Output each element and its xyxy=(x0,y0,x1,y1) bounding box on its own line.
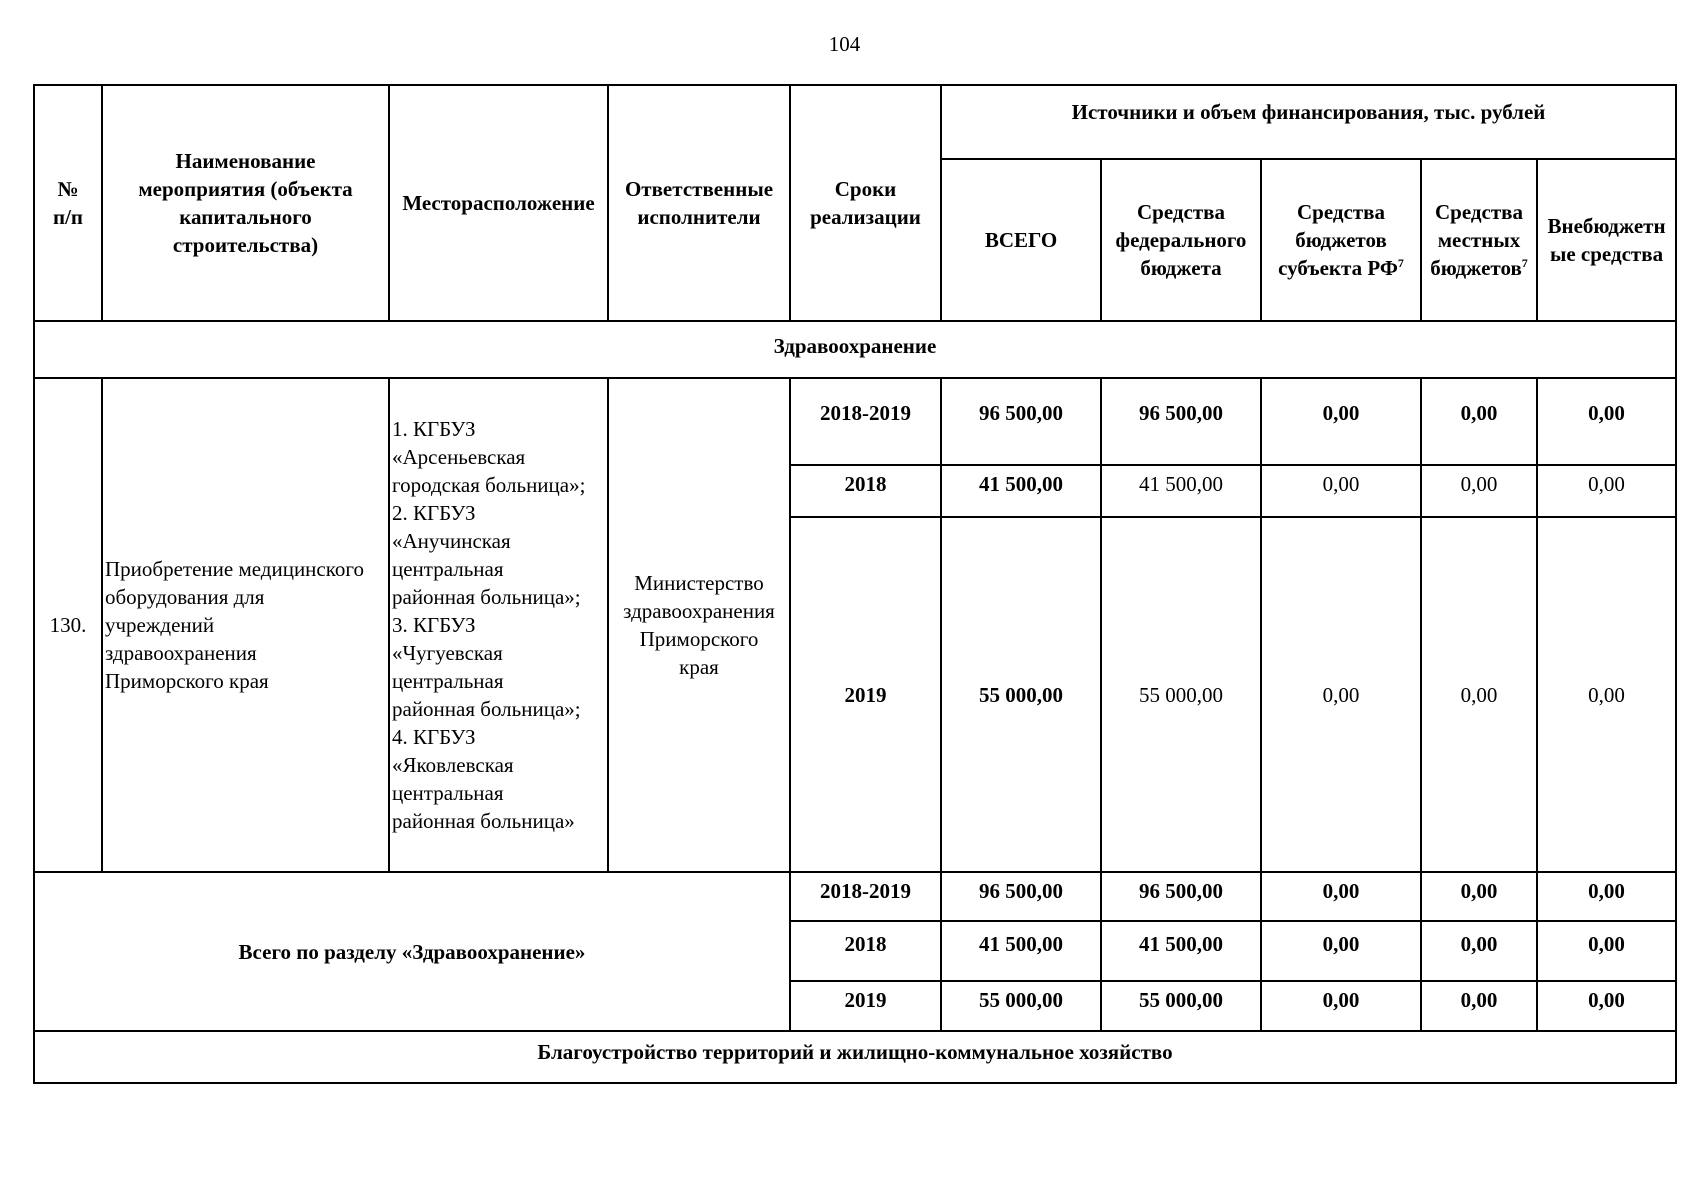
total-row xyxy=(34,872,1676,921)
extra-cell: 0,00 xyxy=(1537,981,1676,1031)
total-cell: 96 500,00 xyxy=(941,378,1101,465)
item-number: 130. xyxy=(34,378,102,872)
period-cell: 2018 xyxy=(790,921,941,981)
section-title: Благоустройство территорий и жилищно-коммунальное хозяйство xyxy=(34,1031,1676,1083)
local-cell: 0,00 xyxy=(1421,465,1537,517)
local-cell: 0,00 xyxy=(1421,378,1537,465)
header-row-1 xyxy=(34,85,1676,159)
header-responsible: Ответственные исполнители xyxy=(608,85,790,321)
local-cell: 0,00 xyxy=(1421,872,1537,921)
subject-cell: 0,00 xyxy=(1261,872,1421,921)
header-local: Средства местных бюджетов$^7$ xyxy=(1421,159,1537,321)
federal-cell: 96 500,00 xyxy=(1101,378,1261,465)
total-cell: 55 000,00 xyxy=(941,981,1101,1031)
header-terms: Сроки реализации xyxy=(790,85,941,321)
header-number: № п/п xyxy=(34,85,102,321)
item-row xyxy=(34,378,1676,465)
period-cell: 2018-2019 xyxy=(790,872,941,921)
header-name: Наименование мероприятия (объекта капитального строительства) xyxy=(102,85,389,321)
local-cell: 0,00 xyxy=(1421,517,1537,872)
section-title: Здравоохранение xyxy=(34,321,1676,378)
total-cell: 41 500,00 xyxy=(941,465,1101,517)
subject-cell: 0,00 xyxy=(1261,517,1421,872)
federal-cell: 55 000,00 xyxy=(1101,981,1261,1031)
header-subject: Средства бюджетов субъекта $РФ^7$ xyxy=(1261,159,1421,321)
period-cell: 2018-2019 xyxy=(790,378,941,465)
subject-cell: 0,00 xyxy=(1261,378,1421,465)
financing-table xyxy=(33,84,1677,1084)
federal-cell: 96 500,00 xyxy=(1101,872,1261,921)
header-federal: Средства федерального бюджета xyxy=(1101,159,1261,321)
header-extra: Внебюджетн ые средства xyxy=(1537,159,1676,321)
total-cell: 96 500,00 xyxy=(941,872,1101,921)
local-cell: 0,00 xyxy=(1421,981,1537,1031)
header-sources: Источники и объем финансирования, тыс. рублей xyxy=(941,85,1676,159)
extra-cell: 0,00 xyxy=(1537,921,1676,981)
local-cell: 0,00 xyxy=(1421,921,1537,981)
period-cell: 2019 xyxy=(790,517,941,872)
section-total-label: Всего по разделу «Здравоохранение» xyxy=(34,872,790,1031)
subject-cell: 0,00 xyxy=(1261,921,1421,981)
extra-cell: 0,00 xyxy=(1537,378,1676,465)
item-responsible: Министерство здравоохранения Приморского края xyxy=(608,378,790,872)
extra-cell: 0,00 xyxy=(1537,465,1676,517)
page-number: 104 xyxy=(828,32,861,56)
federal-cell: 41 500,00 xyxy=(1101,465,1261,517)
extra-cell: 0,00 xyxy=(1537,517,1676,872)
subject-cell: 0,00 xyxy=(1261,981,1421,1031)
total-cell: 41 500,00 xyxy=(941,921,1101,981)
period-cell: 2019 xyxy=(790,981,941,1031)
section-row xyxy=(34,1031,1676,1083)
total-cell: 55 000,00 xyxy=(941,517,1101,872)
header-location: Месторасположение xyxy=(389,85,608,321)
subject-cell: 0,00 xyxy=(1261,465,1421,517)
header-total: ВСЕГО xyxy=(941,159,1101,321)
federal-cell: 55 000,00 xyxy=(1101,517,1261,872)
federal-cell: 41 500,00 xyxy=(1101,921,1261,981)
item-name: Приобретение медицинского оборудования для учреждений здравоохранения Приморского края xyxy=(102,378,389,872)
section-row xyxy=(34,321,1676,378)
extra-cell: 0,00 xyxy=(1537,872,1676,921)
period-cell: 2018 xyxy=(790,465,941,517)
item-location: 1. КГБУЗ «Арсеньевская городская больница»; 2. КГБУЗ «Анучинская центральная районная больница»; 3. КГБУЗ «Чугуевская центральная районная больница»; 4. КГБУЗ «Яковлевская центральная районная больница» xyxy=(389,378,608,872)
